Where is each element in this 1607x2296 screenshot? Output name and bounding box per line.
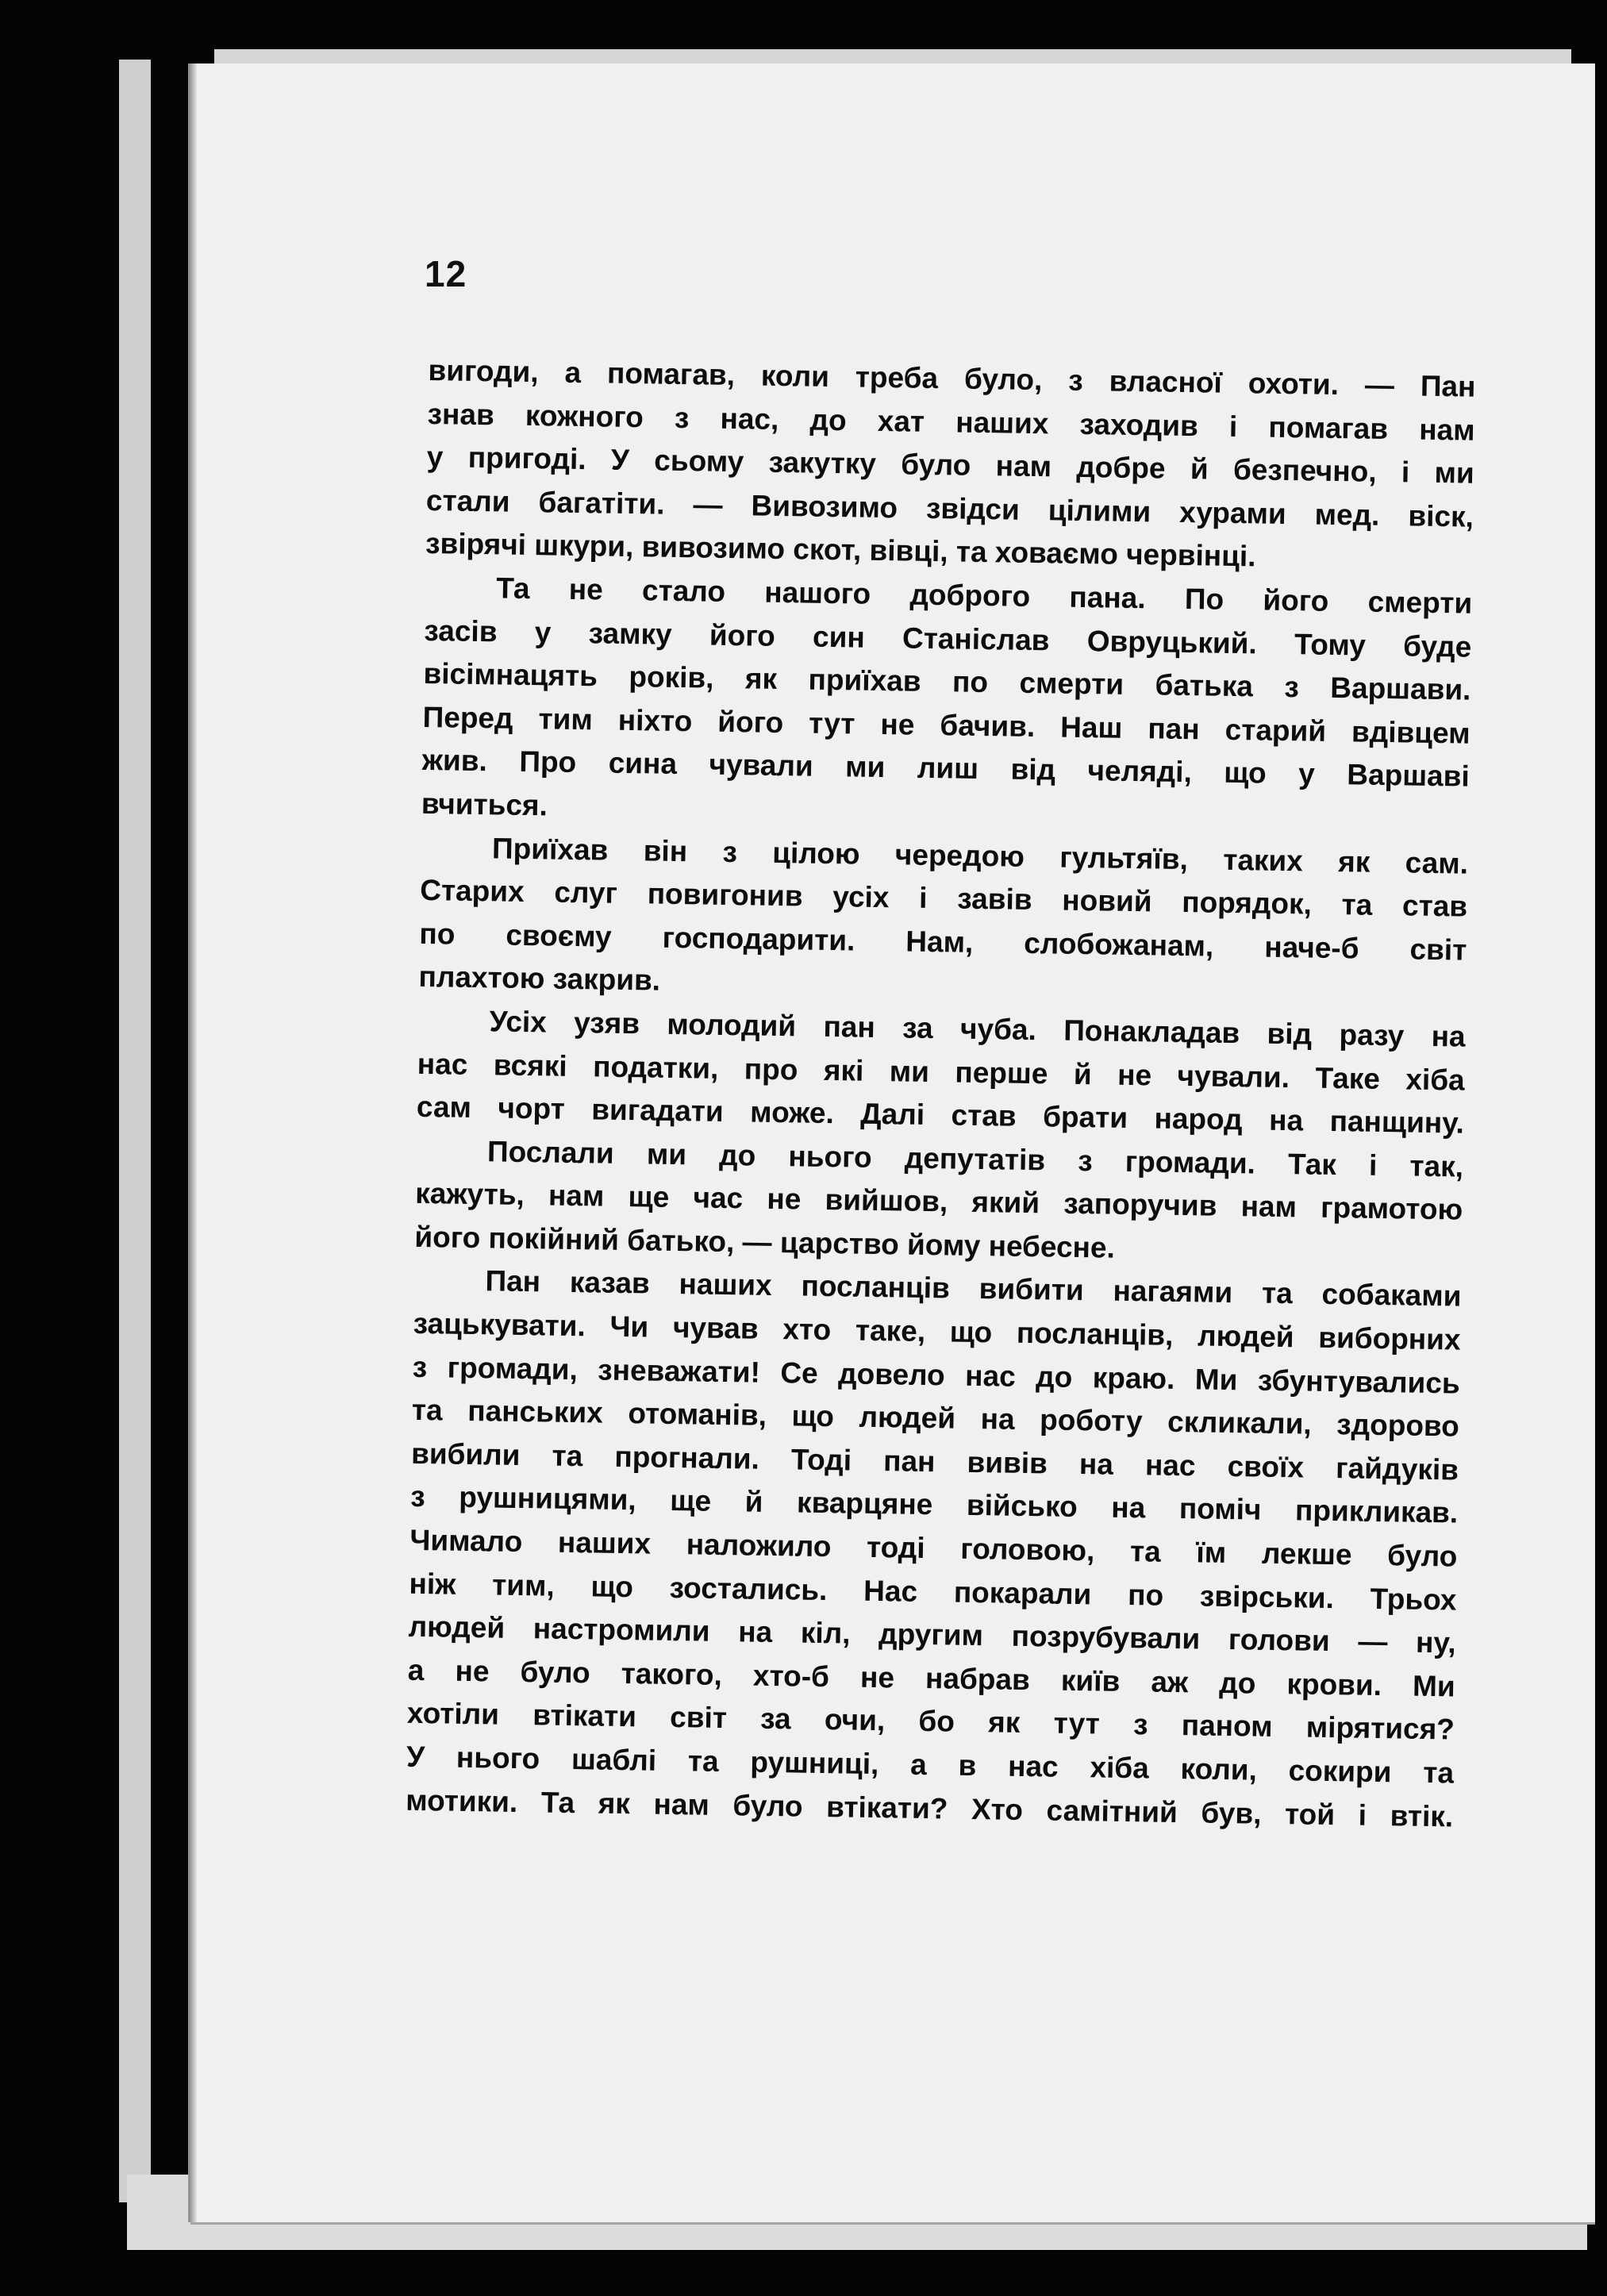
- text-line: нас всякі податки, про які ми перше й не чували. Таке хіба: [417, 1047, 1466, 1097]
- text-line: зацькувати. Чи чував хто таке, що посланців, людей виборних: [413, 1306, 1461, 1356]
- text-line: Приїхав він з цілою чередою гультяїв, таких як сам.: [491, 831, 1469, 880]
- page-body-text: [406, 349, 1476, 1839]
- text-line: у пригоді. У сьому закутку було нам добре й безпечно, і ми: [426, 440, 1475, 490]
- text-line: та панських отоманів, що людей на роботу скликали, здорово: [411, 1394, 1460, 1443]
- stacked-page-edge-left: [119, 60, 151, 2202]
- text-line: звірячі шкури, вивозимо скот, вівці, та ховаємо червінці.: [425, 527, 1256, 573]
- text-line: вчиться.: [421, 786, 548, 822]
- text-line: а не було такого, хто-б не набрав київ аж до крови. Ми: [407, 1653, 1456, 1703]
- text-line: знав кожного з нас, до хат наших заходив і помагав нам: [427, 397, 1475, 447]
- text-line: Усіх узяв молодий пан за чуба. Понакладав від разу на: [489, 1005, 1466, 1053]
- text-line: У нього шаблі та рушниці, а в нас хіба коли, сокири та: [406, 1740, 1455, 1790]
- text-line: Старих слуг повигонив усіх і завів новий порядок, та став: [419, 874, 1468, 923]
- text-line: кажуть, нам ще час не вийшов, який запоручив нам грамотою: [414, 1177, 1463, 1226]
- text-line: вибили та прогнали. Тоді пан вивів на нас своїх гайдуків: [410, 1436, 1459, 1486]
- text-line: хотіли втікати світ за очи, бо як тут з паном мірятися?: [406, 1697, 1455, 1746]
- text-line: людей настромили на кіл, другим позрубували голови — ну,: [408, 1610, 1456, 1660]
- text-line: з громади, зневажати! Се довело нас до краю. Ми збунтувались: [412, 1350, 1461, 1400]
- text-line: стали багатіти. — Вивозимо звідси цілими хурами мед. віск,: [425, 483, 1474, 533]
- text-line: по своєму господарити. Нам, слобожанам, наче-б світ: [419, 917, 1467, 967]
- text-line: Перед тим ніхто його тут не бачив. Наш пан старий вдівцем: [422, 700, 1471, 750]
- text-line: Послали ми до нього депутатів з громади. Так і так,: [486, 1134, 1464, 1183]
- page-number: 12: [425, 253, 467, 294]
- text-line: Чимало наших наложило тоді головою, та їм лекше було: [409, 1523, 1458, 1573]
- text-line: Та не стало нашого доброго пана. По його смерти: [495, 571, 1473, 620]
- text-line: ніж тим, що зостались. Нас покарали по звірськи. Трьох: [409, 1567, 1457, 1617]
- text-line: мотики. Та як нам було втікати? Хто самітний був, той і втік.: [405, 1783, 1454, 1833]
- text-line: його покійний батько, — царство йому небесне.: [414, 1220, 1116, 1264]
- page-fold-shadow: [189, 63, 197, 2222]
- text-line: жив. Про сина чували ми лиш від челяді, що у Варшаві: [421, 744, 1471, 794]
- text-line: Пан казав наших посланців вибити нагаями та собаками: [485, 1264, 1462, 1313]
- text-line: сам чорт вигадати може. Далі став брати народ на панщину.: [416, 1090, 1465, 1140]
- text-line: з рушницями, ще й кварцяне військо на поміч прикликав.: [409, 1480, 1459, 1529]
- text-line: вигоди, а помагав, коли треба було, з власної охоти. — Пан: [428, 353, 1476, 403]
- text-line: вісімнацять років, як приїхав по смерти батька з Варшави.: [423, 657, 1471, 706]
- text-line: засів у замку його син Станіслав Овруцький. Тому буде: [424, 613, 1472, 663]
- text-line: плахтою закрив.: [418, 960, 661, 997]
